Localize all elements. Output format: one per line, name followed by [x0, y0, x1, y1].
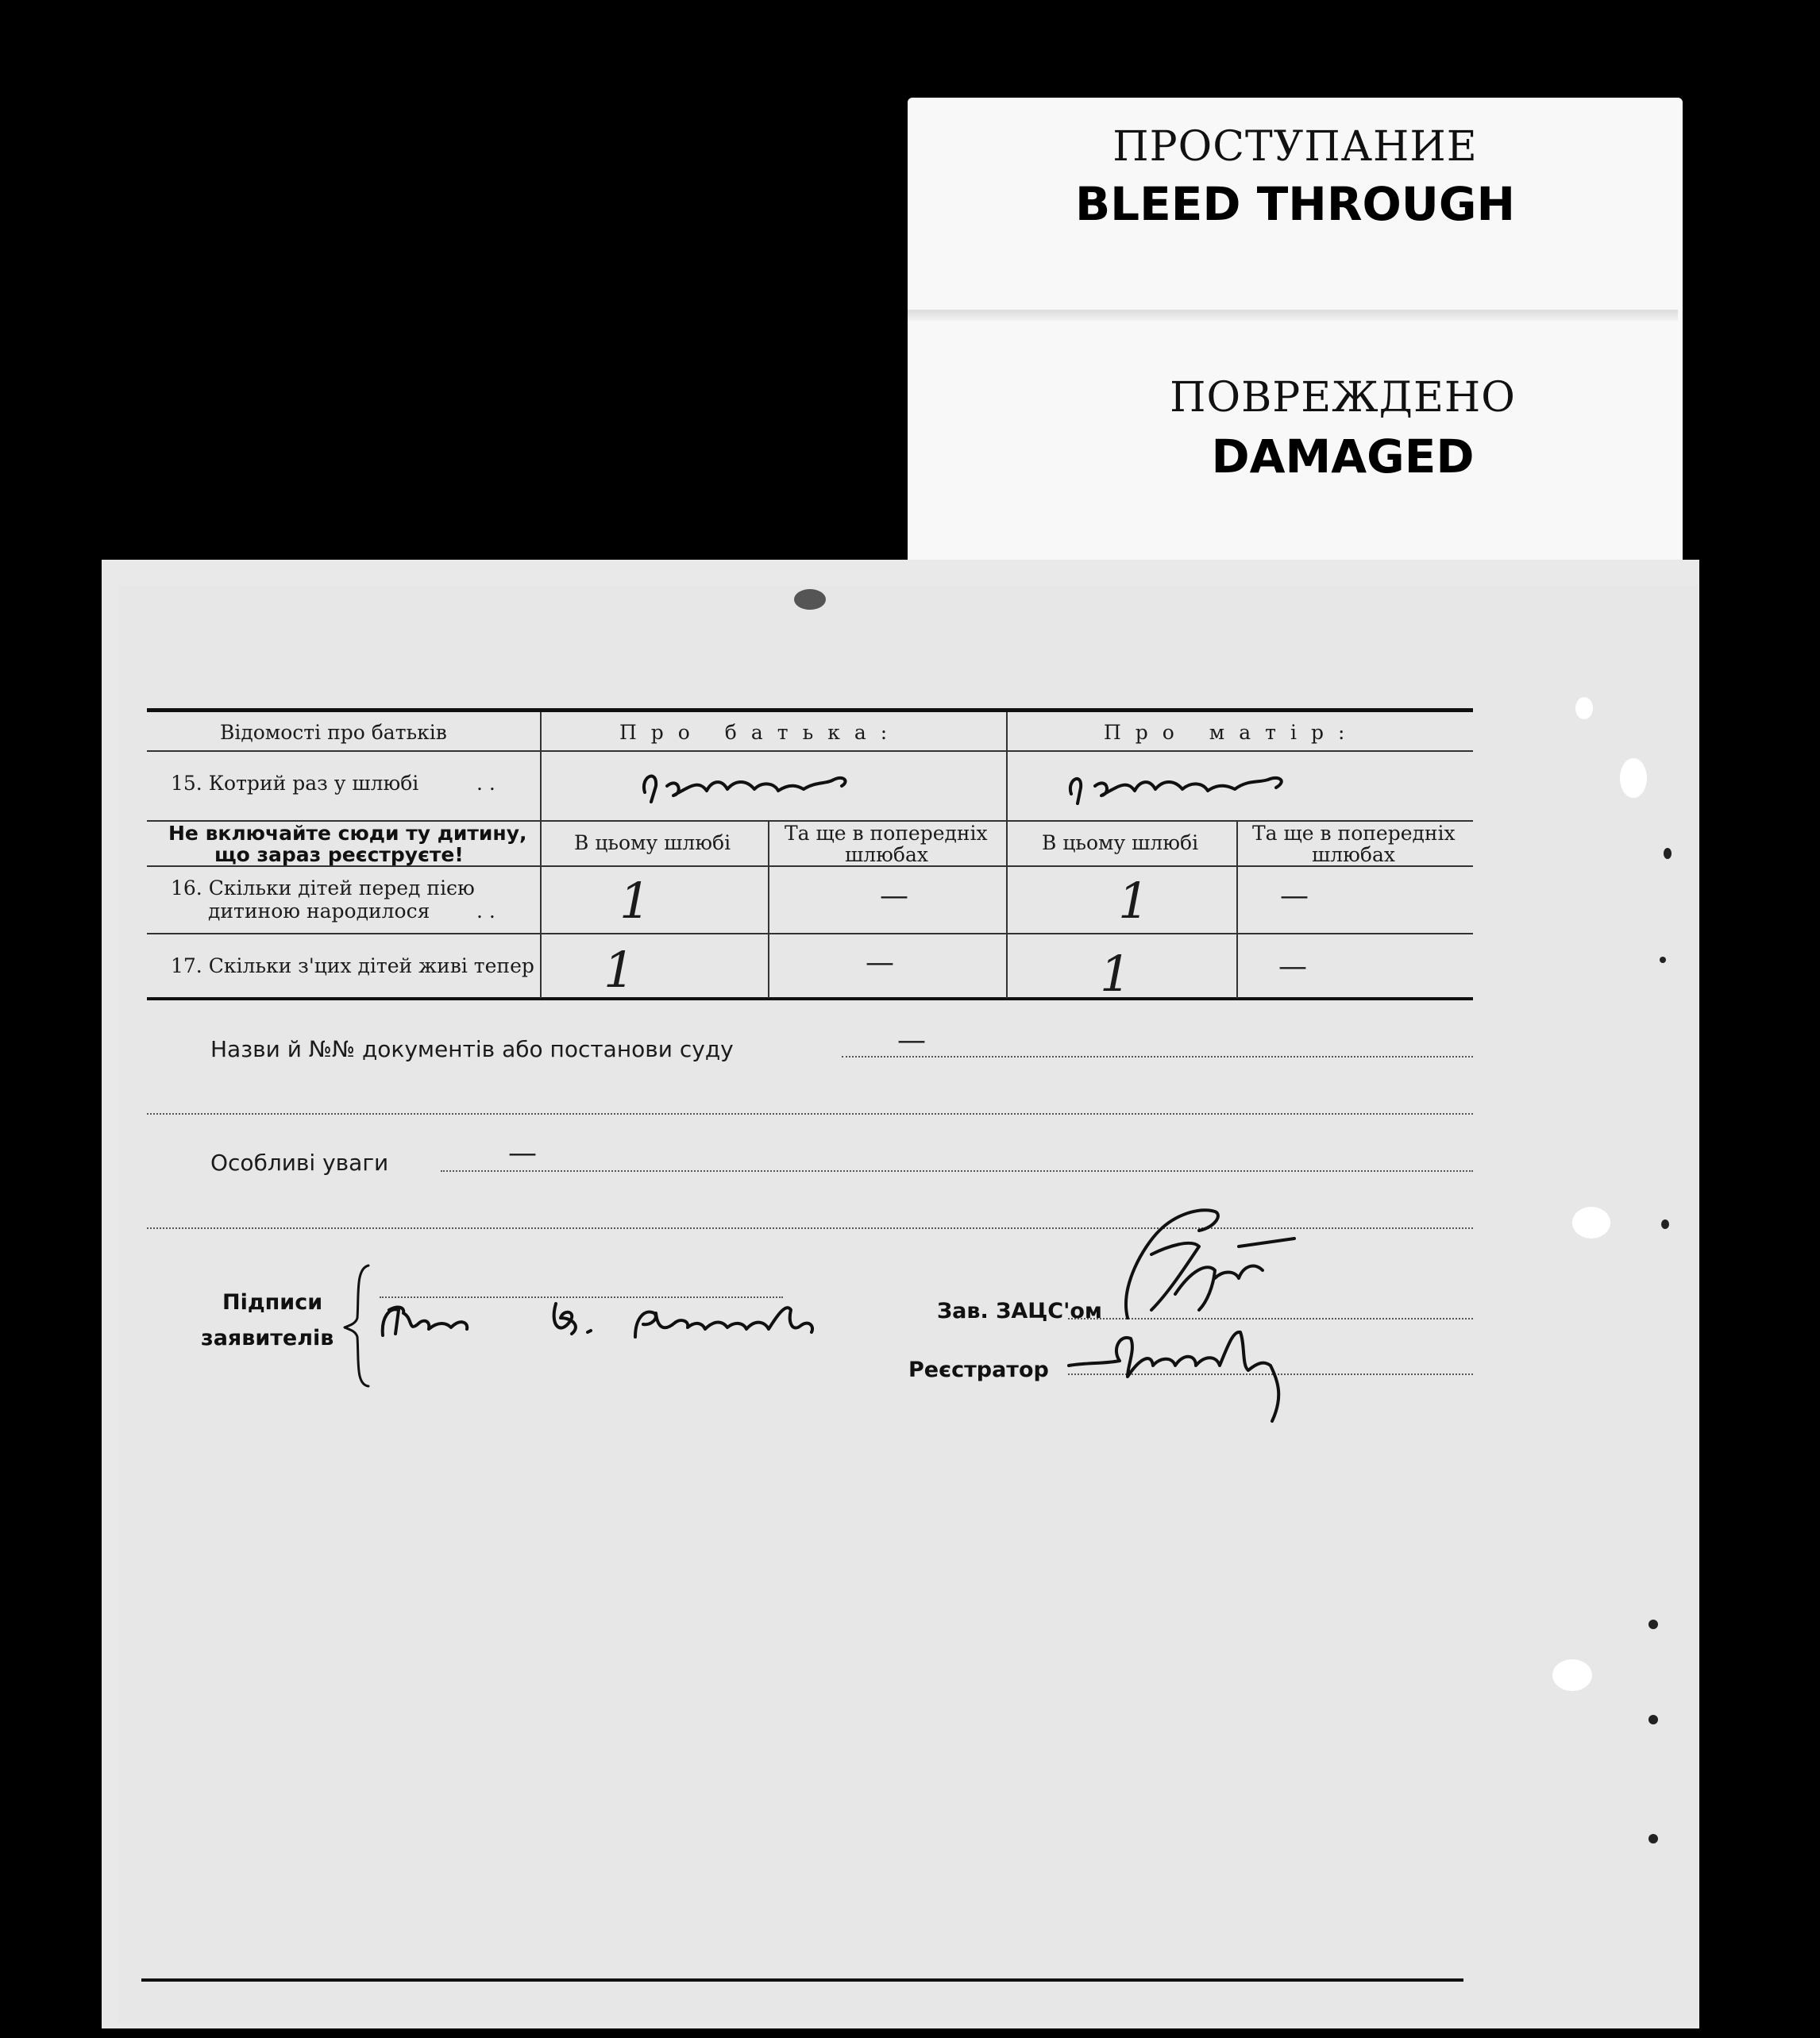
damaged-ru: ПОВРЕЖДЕНО [1170, 374, 1516, 422]
table-bottom-rule [147, 997, 1473, 1000]
damage-speck [1648, 1620, 1658, 1629]
table-col-divider [1006, 712, 1008, 998]
row16-father-this: 1 [619, 872, 651, 930]
row16-father-prev: — [880, 880, 908, 912]
sub-prev-father-line1: Та ще в попередніх [785, 822, 988, 845]
damage-hole [1572, 1207, 1610, 1239]
row16-line1: 16. Скільки дітей перед пією [171, 876, 475, 900]
row16-mother-prev: — [1280, 880, 1309, 912]
special-remarks-value: — [508, 1137, 537, 1169]
bleed-through-en: BLEED THROUGH [1074, 177, 1516, 231]
damage-speck [1664, 848, 1672, 859]
damage-speck [1661, 1219, 1669, 1229]
table-top-rule [147, 708, 1473, 712]
documents-line2 [147, 1113, 1473, 1115]
notice-fold [908, 310, 1678, 321]
damage-smudge [794, 589, 826, 610]
row15-father-handwriting [635, 762, 858, 810]
documents-line [842, 1056, 1473, 1058]
damage-hole [1620, 758, 1647, 798]
applicants-brace [341, 1262, 373, 1389]
note-line2: що зараз реєструєте! [214, 843, 464, 866]
header-parents-info: Відомості про батьків [220, 721, 447, 744]
table-col-divider [540, 712, 542, 998]
special-remarks-line [441, 1170, 1473, 1172]
table-col-divider [768, 820, 769, 998]
sub-prev-mother-line2: шлюбах [1312, 843, 1395, 866]
row15-dots: . . [476, 772, 495, 795]
table-col-divider [1236, 820, 1238, 998]
bleed-through-ru: ПРОСТУПАНИЕ [1112, 123, 1478, 171]
damage-speck [1660, 957, 1666, 963]
bottom-rule [141, 1978, 1463, 1982]
documents-label: Назви й №№ документів або постанови суду [210, 1036, 734, 1062]
sub-this-marriage-father: В цьому шлюбі [574, 831, 731, 854]
row17-mother-this: 1 [1100, 945, 1132, 1003]
row16-line2: дитиною народилося [208, 900, 430, 923]
row17-mother-prev: — [1278, 950, 1307, 983]
row16-dots: . . [476, 900, 495, 923]
applicants-label-line1: Підписи [222, 1290, 323, 1315]
head-of-office-label: Зав. ЗАЦС'ом [937, 1299, 1102, 1323]
special-remarks-label: Особливі уваги [210, 1150, 389, 1176]
damaged-en: DAMAGED [1211, 430, 1475, 483]
row16-mother-this: 1 [1118, 872, 1150, 930]
documents-value: — [897, 1024, 926, 1057]
row17-father-prev: — [866, 946, 894, 979]
damage-hole [1575, 697, 1593, 719]
applicants-label-line2: заявителів [201, 1326, 334, 1350]
table-rule [147, 750, 1473, 752]
registrar-signature-handwriting [1064, 1318, 1318, 1437]
damage-hole [1552, 1659, 1592, 1691]
damage-speck [1648, 1834, 1658, 1843]
sub-prev-mother-line1: Та ще в попередніх [1252, 822, 1456, 845]
table-rule [147, 933, 1473, 934]
row15-mother-handwriting [1060, 762, 1298, 810]
damage-speck [1648, 1715, 1658, 1724]
sub-this-marriage-mother: В цьому шлюбі [1042, 831, 1199, 854]
row17-label: 17. Скільки з'цих дітей живі тепер [171, 954, 534, 977]
note-line1: Не включайте сюди ту дитину, [168, 822, 527, 845]
applicant-signature-handwriting [373, 1286, 850, 1358]
row17-father-this: 1 [603, 941, 635, 999]
sub-prev-father-line2: шлюбах [845, 843, 928, 866]
row15-label: 15. Котрий раз у шлюбі [171, 772, 419, 795]
registrar-label: Реєстратор [908, 1358, 1049, 1382]
header-father: Про батька: [619, 721, 902, 744]
notice-card [908, 98, 1683, 574]
header-mother: Про матір: [1104, 721, 1359, 744]
